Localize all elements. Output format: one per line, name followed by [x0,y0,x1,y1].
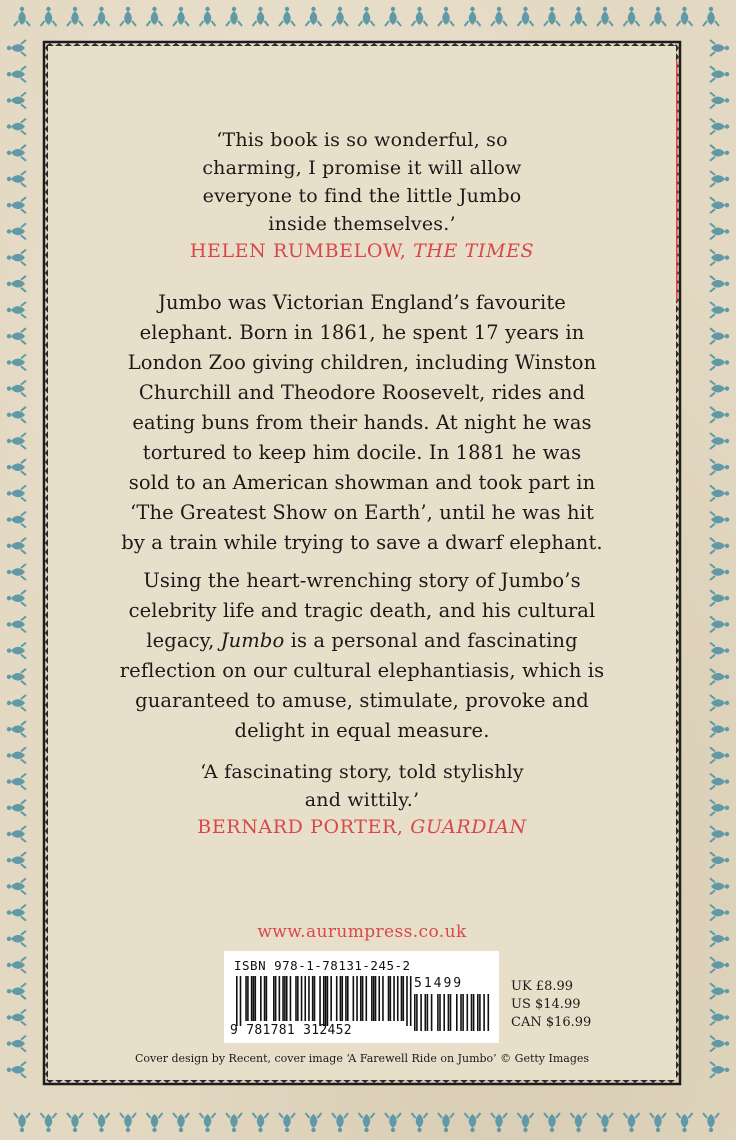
fleur-ornament-icon [710,302,729,318]
fleur-ornament-icon [7,774,26,790]
fleur-ornament-icon [710,433,729,449]
fleur-ornament-icon [7,302,26,318]
barcode-bar [312,976,314,1021]
barcode-bar [397,976,399,1021]
fleur-ornament-icon [7,381,26,397]
fleur-ornament-icon [491,1113,507,1132]
fleur-ornament-icon [597,1113,613,1132]
barcode-bar [290,976,292,1021]
fleur-ornament-icon [7,40,26,56]
fleur-ornament-icon [710,197,729,213]
fleur-ornament-icon [226,1113,242,1132]
fleur-ornament-icon [710,1009,729,1025]
publisher-website[interactable]: www.aurumpress.co.uk [257,922,467,942]
fleur-ornament-icon [412,7,428,26]
blurb-paragraph-2: Using the heart-wrenching story of Jumbo’s celebrity life and tragic death, and his cultural legacy, Jumbo is a personal and fascinating reflection on our cultural elephantiasis, which is guaranteed to amuse, stimulate, provoke and delight in equal measure. [119,569,605,742]
barcode-bar [314,976,316,1021]
fleur-ornament-icon [7,223,26,239]
fleur-ornament-icon [41,1113,57,1132]
barcode-bar [340,976,342,1021]
barcode-bar [295,976,297,1021]
barcode-addon-bar [443,994,445,1031]
fleur-ornament-icon [7,643,26,659]
barcode-addon-bar [456,994,458,1031]
fleur-ornament-icon [710,381,729,397]
barcode-addon-bar [416,994,418,1031]
price-uk: UK £8.99 [511,979,574,994]
fleur-ornament-icon [710,878,729,894]
fleur-ornament-icon [465,1113,481,1132]
fleur-ornament-icon [359,1113,375,1132]
fleur-ornament-icon [173,7,189,26]
fleur-ornament-icon [710,669,729,685]
barcode-bar [304,976,306,1021]
fleur-ornament-icon [710,957,729,973]
fleur-ornament-icon [438,1113,454,1132]
review-quote-times [48,126,676,262]
fleur-ornament-icon [518,1113,534,1132]
barcode-bar [347,976,349,1021]
fleur-ornament-icon [279,1113,295,1132]
barcode-bar [356,976,358,1021]
fleur-ornament-icon [703,7,719,26]
fleur-ornament-icon [7,669,26,685]
barcode-bar [260,976,262,1021]
barcode-addon-bar [437,994,439,1031]
barcode-bar [393,976,395,1021]
fleur-ornament-icon [7,826,26,842]
price-can: CAN $16.99 [511,1015,592,1030]
barcode-bar [297,976,299,1021]
fleur-ornament-icon [7,119,26,135]
fleur-ornament-icon [412,1113,428,1132]
fleur-ornament-icon [7,66,26,82]
isbn-barcode [224,951,499,1043]
price-us: US $14.99 [511,997,581,1012]
fleur-ornament-icon [7,197,26,213]
barcode-bar [330,976,332,1021]
fleur-ornament-icon [7,852,26,868]
fleur-ornament-icon [306,1113,322,1132]
fleur-ornament-icon [710,800,729,816]
fleur-ornament-icon [7,433,26,449]
fleur-ornament-icon [703,1113,719,1132]
fleur-ornament-icon [7,931,26,947]
fleur-ornament-icon [710,171,729,187]
fleur-ornament-icon [94,1113,110,1132]
fleur-ornament-icon [41,7,57,26]
fleur-ornament-icon [710,66,729,82]
barcode-bar [360,976,362,1021]
fleur-ornament-icon [710,590,729,606]
fleur-ornament-icon [7,616,26,632]
fleur-ornament-icon [200,7,216,26]
barcode-bar [236,976,238,1026]
barcode-bar [366,976,368,1021]
fleur-ornament-icon [7,695,26,711]
fleur-ornament-icon [710,695,729,711]
fleur-ornament-icon [710,564,729,580]
barcode-addon-bar [448,994,450,1031]
price-list [511,978,591,1032]
blurb-paragraph-1: Jumbo was Victorian England’s favourite elephant. Born in 1861, he spent 17 years in London Zoo giving children, including Winston Churchill and Theodore Roosevelt, rides and eating buns from their hands. At night he was tortured to keep him docile. In 1881 he was sold to an American showman and took part in ‘The Greatest Show on Earth’, until he was hit by a train while trying to save a dwarf elephant. [121,291,603,554]
fleur-ornament-icon [710,905,729,921]
fleur-ornament-icon [332,1113,348,1132]
barcode-bar [247,976,249,1021]
barcode-bar [373,976,375,1021]
barcode-digits: 9 781781 312452 [230,1023,352,1038]
barcode-bar [245,976,247,1021]
fleur-ornament-icon [7,905,26,921]
fleur-ornament-icon [173,1113,189,1132]
fleur-ornament-icon [677,1113,693,1132]
fleur-ornament-icon [597,7,613,26]
fleur-ornament-icon [624,1113,640,1132]
fleur-ornament-icon [253,1113,269,1132]
barcode-addon-bar [483,994,485,1031]
barcode-bar [264,976,266,1021]
fleur-ornament-icon [7,328,26,344]
cover-credit: Cover design by Recent, cover image ‘A Farewell Ride on Jumbo’ © Getty Images [134,1052,590,1065]
fleur-ornament-icon [7,407,26,423]
barcode-addon-bar [479,994,481,1031]
barcode-addon-bar [439,994,441,1031]
barcode-bar [353,976,355,1021]
barcode-addon-bar [460,994,462,1031]
fleur-ornament-icon [7,1036,26,1052]
barcode-addon-bar [425,994,427,1031]
fleur-ornament-icon [710,616,729,632]
barcode-addon-bar [471,994,473,1031]
barcode-bar [345,976,347,1021]
fleur-ornament-icon [94,7,110,26]
fleur-ornament-icon [438,7,454,26]
barcode-bar [390,976,392,1021]
fleur-ornament-icon [710,459,729,475]
barcode-bar [325,976,327,1026]
fleur-ornament-icon [120,1113,136,1132]
fleur-ornament-icon [306,7,322,26]
fleur-ornament-icon [544,1113,560,1132]
fleur-ornament-icon [710,983,729,999]
barcode-bar [378,976,380,1021]
barcode-bar [275,976,277,1021]
barcode-bar [406,976,408,1026]
review-quote-text: ‘A fascinating story, told stylishly and wittily.’ [200,761,524,811]
fleur-ornament-icon [710,328,729,344]
barcode-bar [301,976,303,1021]
fleur-ornament-icon [710,40,729,56]
review-attribution: HELEN RUMBELOW, THE TIMES [189,240,535,262]
barcode-addon-bar [450,994,452,1031]
fleur-ornament-icon [14,7,30,26]
fleur-ornament-icon [544,7,560,26]
fleur-ornament-icon [710,931,729,947]
barcode-bar [410,976,412,1026]
fleur-ornament-icon [279,7,295,26]
fleur-ornament-icon [677,7,693,26]
fleur-ornament-icon [7,1062,26,1078]
fleur-ornament-icon [710,119,729,135]
fleur-ornament-icon [7,957,26,973]
barcode-bar [282,976,284,1021]
barcode-addon-digits: 51499 [414,976,464,991]
fleur-ornament-icon [147,1113,163,1132]
barcode-addon-bar [477,994,479,1031]
barcode-bar [284,976,286,1021]
barcode-addon-bar [414,994,416,1031]
isbn-label: ISBN 978-1-78131-245-2 [234,958,411,973]
fleur-ornament-icon [7,92,26,108]
fleur-ornament-icon [710,721,729,737]
book-title: Jumbo [220,629,285,652]
fleur-ornament-icon [385,1113,401,1132]
barcode-bar [327,976,329,1026]
fleur-ornament-icon [710,250,729,266]
fleur-ornament-icon [226,7,242,26]
barcode-bar [251,976,253,1021]
fleur-ornament-icon [7,564,26,580]
barcode-addon-bar [467,994,469,1031]
fleur-ornament-icon [650,1113,666,1132]
fleur-ornament-icon [710,512,729,528]
fleur-ornament-icon [67,1113,83,1132]
fleur-ornament-icon [7,459,26,475]
review-quote-guardian [48,758,676,838]
barcode-bar [279,976,281,1021]
fleur-ornament-icon [710,826,729,842]
review-quote-text: ‘This book is so wonderful, so charming, I promise it will allow everyone to find the little Jumbo inside themselves.’ [202,129,522,235]
fleur-ornament-icon [253,7,269,26]
barcode-bar [308,976,310,1021]
barcode-addon-bar [427,994,429,1031]
fleur-ornament-icon [710,852,729,868]
barcode-bar [336,976,338,1021]
fleur-ornament-icon [710,485,729,501]
fleur-ornament-icon [650,7,666,26]
fleur-ornament-icon [465,7,481,26]
barcode-addon-bar [462,994,464,1031]
fleur-ornament-icon [710,643,729,659]
fleur-ornament-icon [710,774,729,790]
fleur-ornament-icon [571,7,587,26]
fleur-ornament-icon [7,250,26,266]
barcode-bar [388,976,390,1021]
fleur-ornament-icon [7,590,26,606]
barcode-bar [273,976,275,1021]
fleur-ornament-icon [385,7,401,26]
barcode-bar [286,976,288,1021]
fleur-ornament-icon [7,171,26,187]
fleur-ornament-icon [14,1113,30,1132]
fleur-ornament-icon [518,7,534,26]
fleur-ornament-icon [7,512,26,528]
fleur-ornament-icon [7,800,26,816]
fleur-ornament-icon [7,1009,26,1025]
fleur-ornament-icon [710,1062,729,1078]
fleur-ornament-icon [7,145,26,161]
barcode-bar [253,976,255,1021]
fleur-ornament-icon [7,354,26,370]
fleur-ornament-icon [624,7,640,26]
fleur-ornament-icon [359,7,375,26]
fleur-ornament-icon [332,7,348,26]
barcode-bar [382,976,384,1021]
fleur-ornament-icon [491,7,507,26]
fleur-ornament-icon [710,276,729,292]
fleur-ornament-icon [710,747,729,763]
barcode-addon-bar [473,994,475,1031]
barcode-bar [266,976,268,1021]
fleur-ornament-icon [571,1113,587,1132]
fleur-ornament-icon [7,983,26,999]
barcode-bar [319,976,321,1026]
fleur-ornament-icon [200,1113,216,1132]
barcode-addon-bar [431,994,433,1031]
barcode-bar [375,976,377,1021]
barcode-bar [240,976,242,1026]
fleur-ornament-icon [7,538,26,554]
fleur-ornament-icon [710,1036,729,1052]
fleur-ornament-icon [7,721,26,737]
barcode-bar [255,976,257,1021]
fleur-ornament-icon [710,407,729,423]
inner-panel [48,46,676,1080]
barcode-addon-bar [420,994,422,1031]
fleur-ornament-icon [7,485,26,501]
barcode-addon-bar [488,994,490,1031]
barcode-bar [371,976,373,1021]
barcode-bar [362,976,364,1021]
review-attribution: BERNARD PORTER, GUARDIAN [197,816,527,838]
fleur-ornament-icon [710,223,729,239]
fleur-ornament-icon [7,878,26,894]
barcode-bar [401,976,403,1021]
barcode-bar [323,976,325,1026]
fleur-ornament-icon [710,538,729,554]
fleur-ornament-icon [67,7,83,26]
barcode-bar [341,976,343,1021]
fleur-ornament-icon [710,145,729,161]
barcode-bar [403,976,405,1021]
fleur-ornament-icon [710,92,729,108]
fleur-ornament-icon [7,747,26,763]
fleur-ornament-icon [147,7,163,26]
fleur-ornament-icon [7,276,26,292]
fleur-ornament-icon [120,7,136,26]
fleur-ornament-icon [710,354,729,370]
